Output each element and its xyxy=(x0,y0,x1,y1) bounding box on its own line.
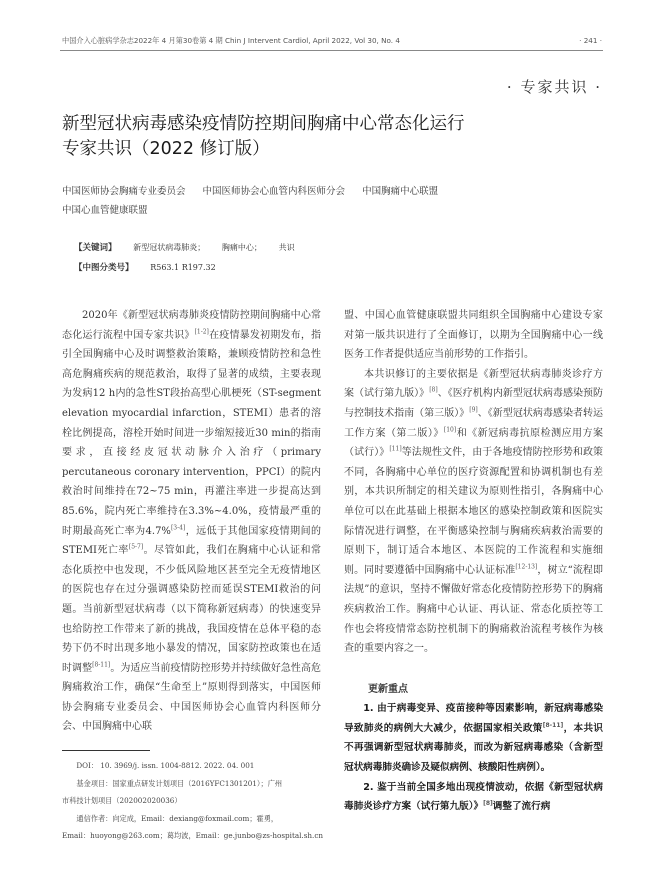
journal-citation: 中国介入心脏病学杂志2022年 4 月第30卷第 4 期 Chin J Intervent Cardiol, April 2022, Vol 30, No. 4 xyxy=(62,36,400,45)
author-org: 中国心血管健康联盟 xyxy=(62,205,148,216)
keyword: 胸痛中心； xyxy=(221,243,262,252)
section-heading: 更新重点 xyxy=(368,683,408,695)
footnotes xyxy=(62,757,324,845)
citation-ref: [3-4] xyxy=(170,524,186,532)
correspondence-line: Email：huoyong@263.com；葛均波，Email：ge.junbo@zs-hospital.sh.cn xyxy=(62,831,323,840)
citation-ref: [10] xyxy=(443,426,457,434)
update-point: 2. 鉴于当前全国多地出现疫情波动，依据《新型冠状病毒肺炎诊疗方案（试行第九版）》[8]调整了流行病 xyxy=(344,781,603,813)
classification-code: R563.1 R197.32 xyxy=(150,263,216,272)
body-paragraph: 盟、中国心血管健康联盟共同组织全国胸痛中心建设专家对第一版共识进行了全面修订，以期为全国胸痛中心一线医务工作者提供适应当前形势的工作指引。 xyxy=(344,310,603,361)
update-point: 1. 由于病毒变异、疫苗接种等因素影响，新冠病毒感染导致肺炎的病例大大减少，依据国家相关政策[8-11]，本共识不再强调新型冠状病毒肺炎，而改为新冠病毒感染（含新型冠状病毒肺炎确诊及疑似病例、核酸阳性病例）。 xyxy=(344,703,603,774)
section-label: · 专家共识 · xyxy=(506,78,602,96)
body-column-right xyxy=(344,306,603,817)
citation-ref: [8] xyxy=(429,387,438,395)
author-org: 中国胸痛中心联盟 xyxy=(362,186,439,197)
citation-ref: [12-13] xyxy=(515,563,538,571)
keyword: 新型冠状病毒肺炎； xyxy=(133,243,206,252)
funding-line: 基金项目：国家重点研发计划项目（2016YFC1301201）；广州 xyxy=(76,778,283,788)
citation-ref: [9] xyxy=(469,406,478,414)
citation-ref: [8-11] xyxy=(92,661,111,669)
citation-ref: [11] xyxy=(389,445,402,453)
classification-label: 【中图分类号】 xyxy=(74,263,134,273)
citation-ref: [8-11] xyxy=(542,721,564,729)
keywords-label: 【关键词】 xyxy=(74,243,117,253)
citation-ref: [1-2] xyxy=(194,328,209,336)
keyword: 共识 xyxy=(278,243,295,252)
footnote-divider xyxy=(62,750,150,751)
title-line-2: 专家共识（2022 修订版） xyxy=(62,139,270,159)
page-number: · 241 · xyxy=(579,36,602,45)
author-org: 中国医师协会心血管内科医师分会 xyxy=(202,186,346,197)
author-list xyxy=(62,182,582,220)
body-paragraph: 2020年《新型冠状病毒肺炎疫情防控期间胸痛中心常态化运行流程中国专家共识》[1-2]在疫情暴发初期发布，指引全国胸痛中心及时调整救治策略，兼顾疫情防控和急性高危胸痛疾病的规范救治，取得了显著的成绩，主要表现为发病12 h内的急性ST段抬高型心肌梗死（ST-segment elevation myocardial infarction，STEMI）患者的溶栓比例提高，溶栓开始时间进一步缩短接近30 min的指南要求，直接经皮冠状动脉介入治疗（primary percutaneous coronary intervention，PPCI）的院内救治时间维持在72~75 min，再灌注率进一步提高达到85.6%，院内死亡率维持在3.3%~4.0%，疫情最严重的时期最高死亡率为4.7%[3-4]，远低于其他国家疫情期间的STEMI死亡率[5-7]。尽管如此，我们在胸痛中心认证和常态化质控中也发现，不少低风险地区甚至完全无疫情地区的医院也存在过分强调感染防控而延误STEMI救治的问题。当前新型冠状病毒（以下简称新冠病毒）的快速变异也给防控工作带来了新的挑战，我国疫情在总体平稳的态势下仍不时出现多地小暴发的情况，国家防控政策也在适时调整[8-11]。为适应当前疫情防控形势并持续做好急性高危胸痛救治工作，确保“生命至上”原则得到落实，中国医师协会胸痛专业委员会、中国医师协会心血管内科医师分会、中国胸痛中心联 xyxy=(62,310,322,733)
author-org: 中国医师协会胸痛专业委员会 xyxy=(62,186,186,197)
article-meta xyxy=(74,238,295,278)
funding-line: 市科技计划项目（202002020036） xyxy=(62,796,182,805)
body-column-left xyxy=(62,306,321,737)
title-line-1: 新型冠状病毒感染疫情防控期间胸痛中心常态化运行 xyxy=(62,114,465,134)
header-divider xyxy=(60,50,603,51)
body-paragraph: 本共识修订的主要依据是《新型冠状病毒肺炎诊疗方案（试行第九版）》[8]、《医疗机构内新型冠状病毒感染预防与控制技术指南（第三版）》[9]、《新型冠状病毒感染者转运工作方案（第二版）》[10]和《新冠病毒抗原检测应用方案（试行）》[11]等法规性文件，由于各地疫情防控形势和政策不同，各胸痛中心单位的医疗资源配置和协调机制也有差别，本共识所制定的相关建议为原则性指引，各胸痛中心单位可以在此基础上根据本地区的感染控制政策和医院实际情况进行调整，在平衡感染控制与胸痛疾病救治需要的原则下，制订适合本地区、本医院的工作流程和实施细则。同时要遵循中国胸痛中心认证标准[12-13]，树立“流程即法规”的意识，坚持不懈做好常态化疫情防控形势下的胸痛疾病救治工作。胸痛中心认证、再认证、常态化质控等工作也会将疫情常态防控机制下的胸痛救治流程考核作为核查的重要内容之一。 xyxy=(344,368,604,655)
doi-line: DOI： 10. 3969/j. issn. 1004-8812. 2022. 04. 001 xyxy=(76,761,255,770)
citation-ref: [5-7] xyxy=(128,543,144,551)
classification-row xyxy=(74,258,295,278)
keywords-row xyxy=(74,238,295,258)
citation-ref: [8] xyxy=(483,800,493,808)
correspondence-line: 通信作者：向定成，Email：dexiang@foxmail.com；霍勇， xyxy=(76,813,279,823)
article-title xyxy=(62,112,582,162)
